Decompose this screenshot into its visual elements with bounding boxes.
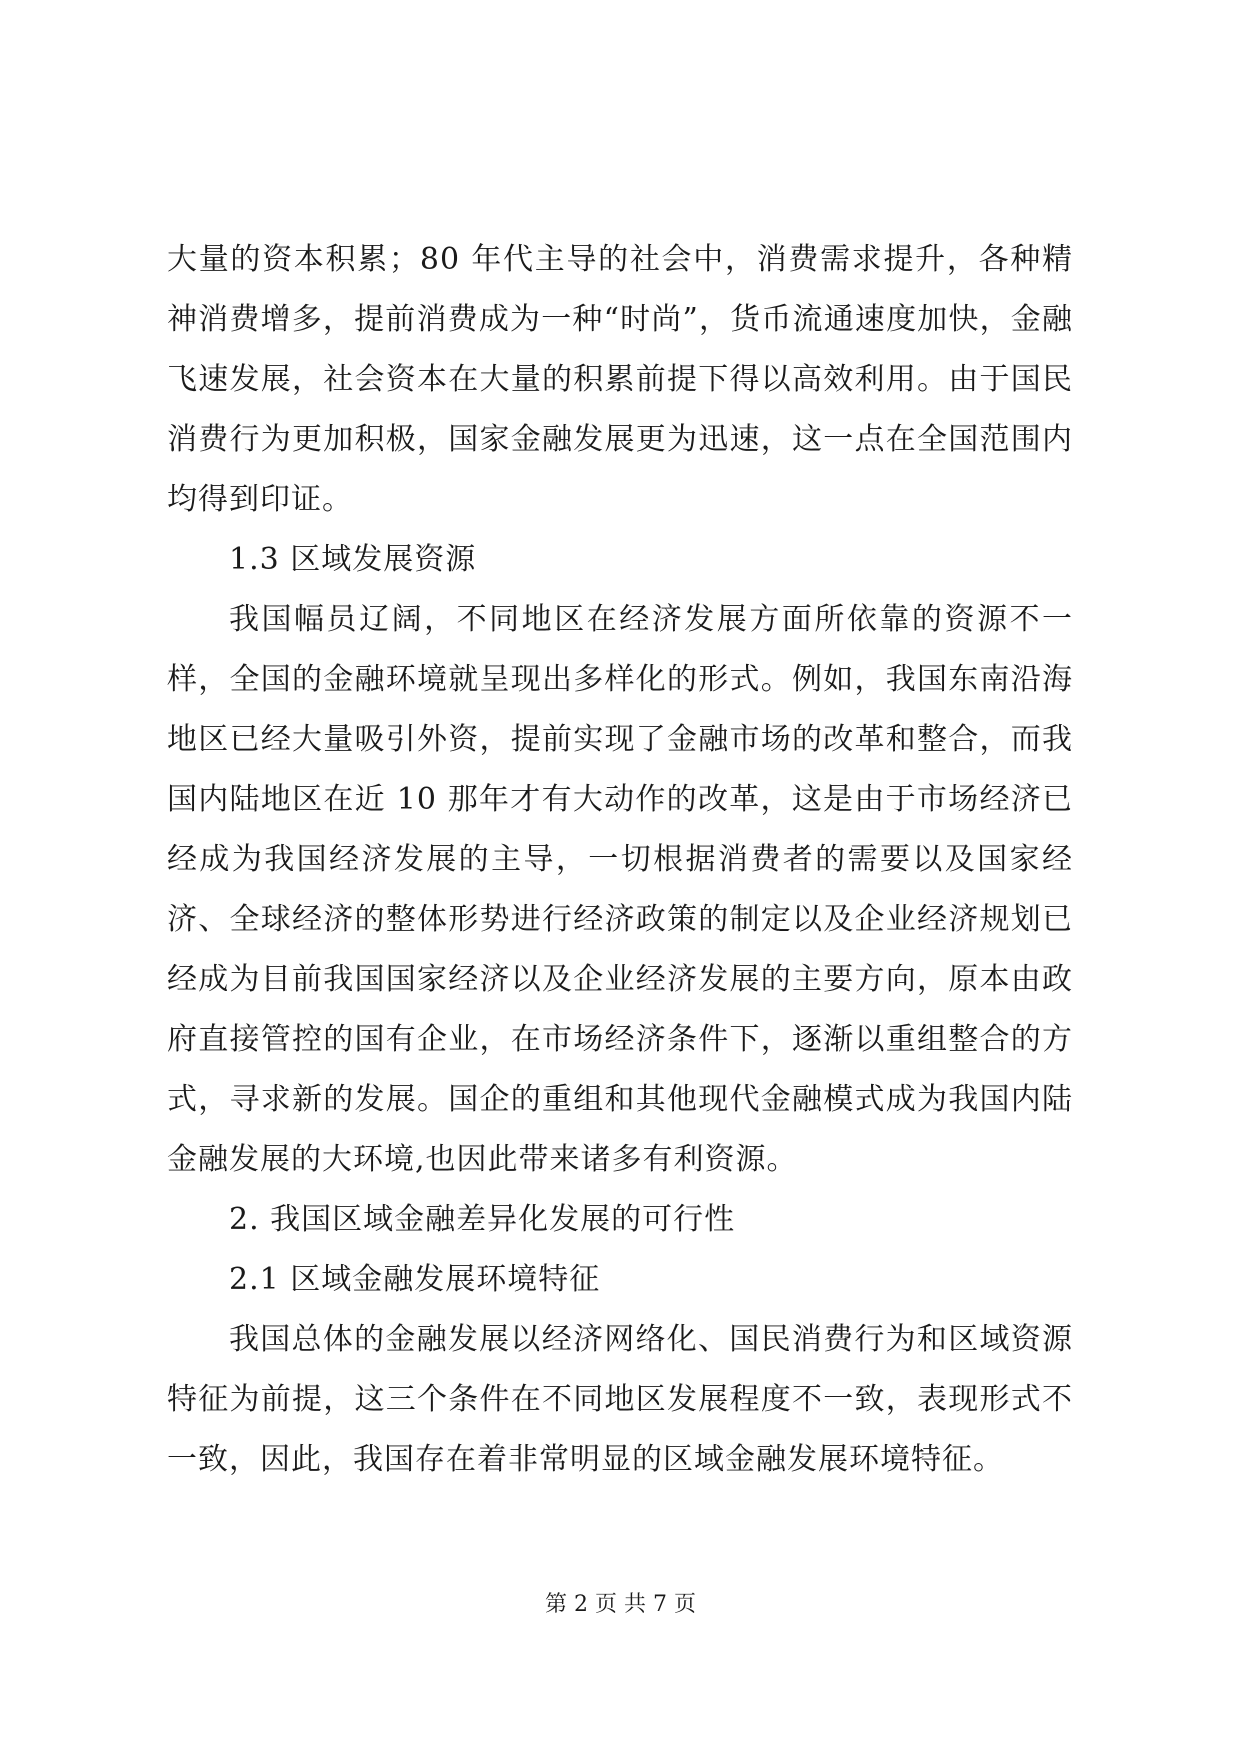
paragraph-regional-resources: 我国幅员辽阔，不同地区在经济发展方面所依靠的资源不一样，全国的金融环境就呈现出多样化的形式。例如，我国东南沿海地区已经大量吸引外资，提前实现了金融市场的改革和整合，而我国内陆地区在近 10 那年才有大动作的改革，这是由于市场经济已经成为我国经济发展的主导，一切根据消费者的需要以及国家经济、全球经济的整体形势进行经济政策的制定以及企业经济规划已经成为目前我国国家经济以及企业经济发展的主要方向，原本由政府直接管控的国有企业，在市场经济条件下，逐渐以重组整合的方式，寻求新的发展。国企的重组和其他现代金融模式成为我国内陆金融发展的大环境,也因此带来诸多有利资源。 xyxy=(167,602,1073,1177)
section-heading-2-1: 2.1 区域金融发展环境特征 xyxy=(229,1262,601,1297)
section-heading-1-3: 1.3 区域发展资源 xyxy=(229,542,477,577)
section-heading-2: 2. 我国区域金融差异化发展的可行性 xyxy=(229,1202,736,1237)
page-footer: 第 2 页 共 7 页 xyxy=(545,1592,696,1617)
paragraph-environment-features: 我国总体的金融发展以经济网络化、国民消费行为和区域资源特征为前提，这三个条件在不同地区发展程度不一致，表现形式不一致，因此，我国存在着非常明显的区域金融发展环境特征。 xyxy=(167,1322,1073,1477)
paragraph-continuation: 大量的资本积累；80 年代主导的社会中，消费需求提升，各种精神消费增多，提前消费成为一种“时尚”，货币流通速度加快，金融飞速发展，社会资本在大量的积累前提下得以高效利用。由于国民消费行为更加积极，国家金融发展更为迅速，这一点在全国范围内均得到印证。 xyxy=(167,242,1073,517)
document-body xyxy=(167,230,1073,1490)
